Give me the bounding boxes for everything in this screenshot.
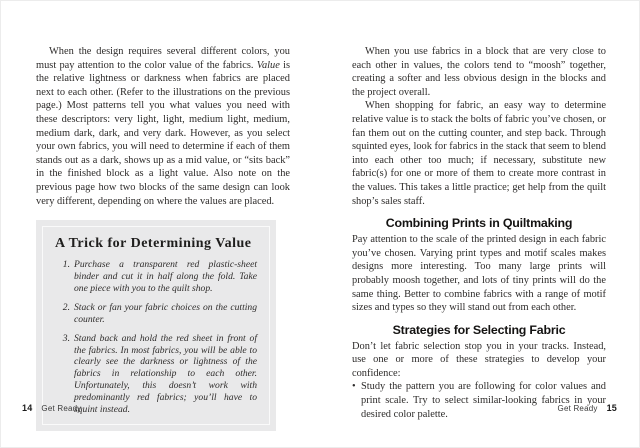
list-item (53, 259, 257, 295)
tip-box (36, 220, 276, 431)
footer-right (558, 403, 617, 413)
bullet-list-item (352, 380, 606, 421)
tip-box-title: A Trick for Determining Value (55, 236, 252, 252)
tip-box-inner-frame (42, 226, 270, 425)
list-item-text: Stack or fan your fabric choices on the cutting counter. (74, 301, 257, 325)
list-item (53, 302, 257, 326)
page-number: 15 (606, 403, 617, 413)
list-item-text: Purchase a transparent red plastic-sheet binder and cut it in half along the fold. Take one piece with you to the quilt shop. (74, 259, 257, 294)
page-right-column (352, 45, 606, 421)
list-item-number: 2. (62, 301, 70, 313)
list-item-number: 1. (62, 259, 70, 271)
italic-term: Value (256, 59, 280, 71)
list-item-text: Stand back and hold the red sheet in front of the fabrics. In most fabrics, you will be able to clearly see the darkness or lightness of the fabrics in relationship to each other. Unfortunately, this doesn’t work with predominantly red fabrics; you’ll have to squint instead. (74, 332, 257, 416)
page-left-column (36, 45, 290, 431)
bullet-text: Study the pattern you are following for color values and print scale. Try to select similar-looking fabrics in your desired color palette. (361, 381, 606, 420)
right-page-paragraph: When you use fabrics in a block that are very close to each other in values, the colors tend to “moosh” together, creating a softer and less obvious design in the blocks and the project overall. (352, 46, 606, 98)
right-page-paragraph: When shopping for fabric, an easy way to determine relative value is to stack the bolts of fabric you’ve chosen, or fan them out on the cutting counter, and step back. Through squinted eyes, look for fabrics in the stack that seem to blend into each other too much; if necessary, substitute new fabric(s) for one or more of them to create more contrast in the values. This takes a little practice; get help from the quilt shop’s sales staff. (352, 100, 606, 207)
section-heading-combining-prints: Combining Prints in Quiltmaking (385, 216, 573, 231)
section-body: Pay attention to the scale of the printed design in each fabric you’ve chosen. Varying print types and motif scales makes designs more interesting. Too many large prints will probably moosh together, and lots of tiny prints will do the same thing. Better to combine fabrics with a range of motif sizes and types so they will stand out from each other. (352, 234, 606, 314)
section-heading-strategies: Strategies for Selecting Fabric (392, 322, 566, 337)
paragraph-text: When the design requires several different colors, you must pay attention to the color value of the fabrics. (36, 46, 290, 71)
running-head: Get Ready (557, 404, 598, 413)
page-number: 14 (22, 403, 33, 413)
paragraph-text: is the relative lightness or darkness when fabrics are placed next to each other. (Refer to the illustrations on the previous page.) Most patterns tell you what values you need with these descriptors: very light, light, medium light, medium, medium dark, dark, and very dark. However, as you select your own fabrics, you will need to determine if each of them stands out as a dark, shows up as a mid value, or “sits back” in the finished block as a light value. Also note on the previous page how two blocks of the same design can look very different, depending on where the values are placed. (36, 59, 291, 207)
bullet-marker: • (352, 381, 356, 393)
list-item-number: 3. (62, 332, 70, 344)
running-head: Get Ready (41, 404, 82, 413)
section-body: Don’t let fabric selection stop you in your tracks. Instead, use one or more of these strategies to develop your confidence: (352, 340, 606, 379)
footer-left (22, 403, 81, 413)
list-item (53, 333, 257, 416)
left-page-paragraph (36, 45, 290, 208)
tip-box-numbered-list (53, 259, 257, 416)
